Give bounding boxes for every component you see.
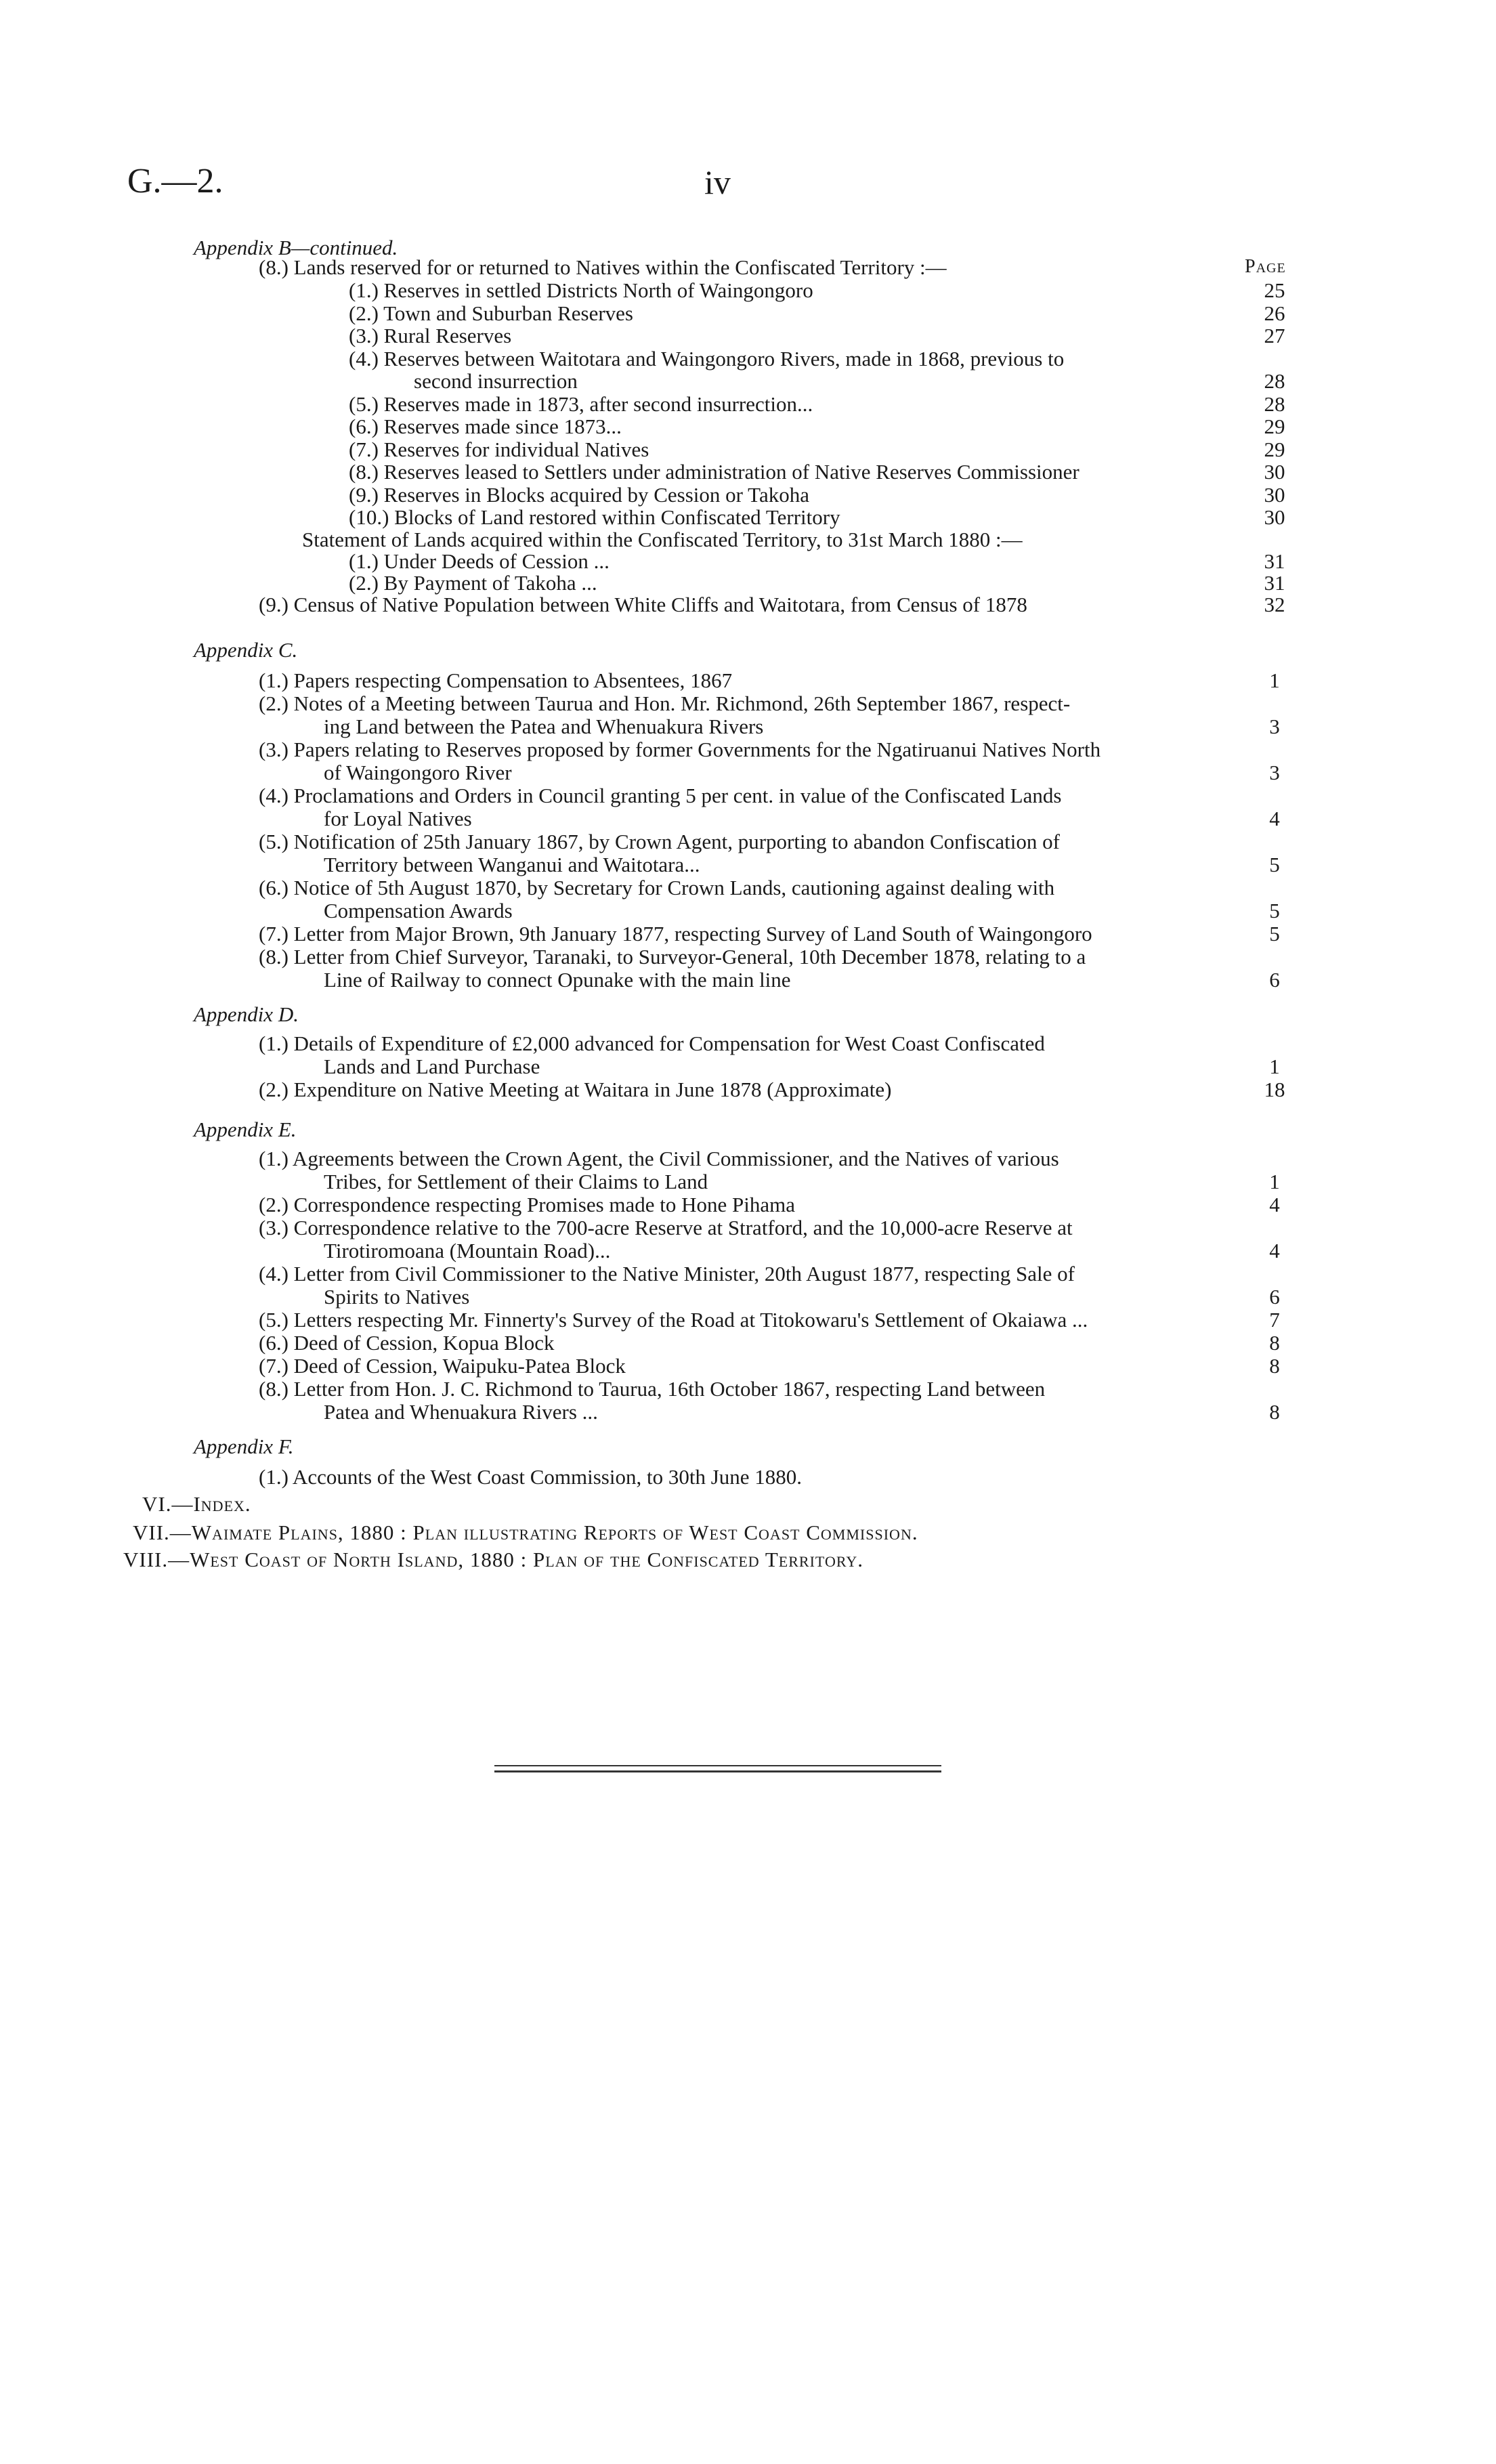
appendix-d-item-page: 1 bbox=[1269, 1055, 1280, 1078]
appendix-e-item-page: 6 bbox=[1269, 1285, 1280, 1309]
appendix-b-item-page: 30 bbox=[1264, 505, 1285, 529]
appendix-e-item-continuation: Spirits to Natives bbox=[324, 1285, 470, 1309]
appendix-b-item-9-page: 32 bbox=[1264, 593, 1285, 616]
section-title: —Waimate Plains, 1880 : Plan illustrating Reports of West Coast Commission. bbox=[169, 1521, 918, 1544]
appendix-e-item: (7.) Deed of Cession, Waipuku-Patea Block bbox=[259, 1354, 626, 1378]
appendix-d-item: (1.) Details of Expenditure of £2,000 advanced for Compensation for West Coast Confiscated bbox=[259, 1032, 1045, 1055]
page-column-label: Page bbox=[1245, 256, 1286, 277]
appendix-d-item-continuation: Lands and Land Purchase bbox=[324, 1055, 540, 1078]
appendix-e-item-page: 4 bbox=[1269, 1193, 1280, 1216]
appendix-b-item-page: 28 bbox=[1264, 369, 1285, 393]
appendix-b-item: (8.) Reserves leased to Settlers under administration of Native Reserves Commissioner bbox=[349, 460, 1080, 484]
appendix-e-item-page: 7 bbox=[1269, 1308, 1280, 1332]
appendix-f-item: (1.) Accounts of the West Coast Commission, to 30th June 1880. bbox=[259, 1465, 803, 1489]
section-title: —Index. bbox=[171, 1492, 251, 1516]
appendix-b-item: (10.) Blocks of Land restored within Confiscated Territory bbox=[349, 505, 840, 529]
appendix-e-item: (3.) Correspondence relative to the 700-acre Reserve at Stratford, and the 10,000-acre Reserve at bbox=[259, 1216, 1073, 1239]
statement-item: (2.) By Payment of Takoha ... bbox=[349, 571, 597, 595]
appendix-b-item-9: (9.) Census of Native Population between White Cliffs and Waitotara, from Census of 1878 bbox=[259, 593, 1027, 616]
appendix-e-item-page: 8 bbox=[1269, 1331, 1280, 1355]
appendix-c-item-continuation: ing Land between the Patea and Whenuakura Rivers bbox=[324, 715, 764, 738]
appendix-c-item-page: 4 bbox=[1269, 807, 1280, 830]
appendix-e-item: (1.) Agreements between the Crown Agent, the Civil Commissioner, and the Natives of various bbox=[259, 1147, 1059, 1170]
appendix-e-item-page: 8 bbox=[1269, 1354, 1280, 1378]
appendix-c-item-continuation: Territory between Wanganui and Waitotara... bbox=[324, 853, 700, 876]
appendix-b-item: (7.) Reserves for individual Natives bbox=[349, 437, 649, 461]
section-number: VII. bbox=[133, 1521, 170, 1544]
appendix-b-item-page: 30 bbox=[1264, 460, 1285, 484]
appendix-e-item-page: 8 bbox=[1269, 1400, 1280, 1424]
appendix-c-heading: Appendix C. bbox=[194, 638, 298, 662]
appendix-e-heading: Appendix E. bbox=[194, 1118, 297, 1141]
appendix-c-item-page: 5 bbox=[1269, 853, 1280, 876]
appendix-b-item: (1.) Reserves in settled Districts North of Waingongoro bbox=[349, 278, 813, 302]
appendix-e-item: (2.) Correspondence respecting Promises made to Hone Pihama bbox=[259, 1193, 796, 1216]
appendix-e-item-continuation: Tirotiromoana (Mountain Road)... bbox=[324, 1239, 611, 1262]
appendix-c-item-page: 5 bbox=[1269, 899, 1280, 922]
section-viii bbox=[123, 1548, 863, 1571]
appendix-b-item: (5.) Reserves made in 1873, after second insurrection... bbox=[349, 391, 813, 416]
closing-rule bbox=[494, 1765, 941, 1766]
appendix-b-item-page: 30 bbox=[1264, 482, 1285, 507]
appendix-b-item: (3.) Rural Reserves bbox=[349, 324, 512, 347]
appendix-e-item-page: 1 bbox=[1269, 1170, 1280, 1193]
appendix-c-item: (1.) Papers respecting Compensation to Absentees, 1867 bbox=[259, 668, 733, 692]
appendix-b-item-page: 25 bbox=[1264, 278, 1285, 302]
appendix-c-item-continuation: Compensation Awards bbox=[324, 899, 513, 922]
appendix-d-item: (2.) Expenditure on Native Meeting at Waitara in June 1878 (Approximate) bbox=[259, 1078, 892, 1101]
appendix-f-heading: Appendix F. bbox=[194, 1435, 294, 1458]
section-vii bbox=[133, 1521, 918, 1544]
appendix-b-item-continuation: second insurrection bbox=[414, 369, 578, 393]
section-number: VIII. bbox=[123, 1548, 169, 1571]
statement-item-page: 31 bbox=[1264, 571, 1285, 595]
appendix-c-item: (3.) Papers relating to Reserves proposed by former Governments for the Ngatiruanui Natives North bbox=[259, 738, 1101, 761]
appendix-c-item-page: 5 bbox=[1269, 922, 1280, 946]
appendix-e-item: (4.) Letter from Civil Commissioner to the Native Minister, 20th August 1877, respecting Sale of bbox=[259, 1262, 1075, 1286]
appendix-d-heading: Appendix D. bbox=[194, 1002, 299, 1026]
appendix-b-item-8: (8.) Lands reserved for or returned to Natives within the Confiscated Territory :— bbox=[259, 255, 947, 279]
appendix-c-item-continuation: Line of Railway to connect Opunake with the main line bbox=[324, 968, 791, 992]
appendix-c-item: (2.) Notes of a Meeting between Taurua and Hon. Mr. Richmond, 26th September 1867, respect- bbox=[259, 692, 1071, 715]
appendix-b-item: (4.) Reserves between Waitotara and Waingongoro Rivers, made in 1868, previous to bbox=[349, 346, 1065, 370]
appendix-c-item: (4.) Proclamations and Orders in Council granting 5 per cent. in value of the Confiscated Lands bbox=[259, 784, 1062, 807]
appendix-b-item-page: 27 bbox=[1264, 324, 1285, 347]
closing-rule bbox=[494, 1770, 941, 1772]
document-code: G.—2. bbox=[127, 162, 223, 200]
appendix-c-item-page: 3 bbox=[1269, 715, 1280, 738]
appendix-c-item-page: 3 bbox=[1269, 761, 1280, 784]
appendix-b-item-page: 29 bbox=[1264, 437, 1285, 461]
appendix-b-item-page: 28 bbox=[1264, 391, 1285, 416]
section-vi bbox=[142, 1493, 251, 1516]
appendix-c-item-page: 1 bbox=[1269, 668, 1280, 692]
appendix-b-item-page: 26 bbox=[1264, 301, 1285, 325]
appendix-b-heading: Appendix B—continued. bbox=[194, 236, 398, 259]
appendix-c-item: (5.) Notification of 25th January 1867, by Crown Agent, purporting to abandon Confiscation of bbox=[259, 830, 1060, 853]
statement-item-page: 31 bbox=[1264, 549, 1285, 573]
appendix-e-item-continuation: Patea and Whenuakura Rivers ... bbox=[324, 1400, 598, 1424]
appendix-c-item: (7.) Letter from Major Brown, 9th January 1877, respecting Survey of Land South of Waingongoro bbox=[259, 922, 1092, 946]
appendix-b-item: (9.) Reserves in Blocks acquired by Cession or Takoha bbox=[349, 482, 809, 507]
appendix-c-item-continuation: of Waingongoro River bbox=[324, 761, 512, 784]
appendix-c-item-page: 6 bbox=[1269, 968, 1280, 992]
appendix-b-item-page: 29 bbox=[1264, 415, 1285, 438]
section-title: —West Coast of North Island, 1880 : Plan of the Confiscated Territory. bbox=[168, 1548, 863, 1571]
appendix-c-item: (6.) Notice of 5th August 1870, by Secretary for Crown Lands, cautioning against dealing with bbox=[259, 876, 1055, 899]
appendix-b-item: (2.) Town and Suburban Reserves bbox=[349, 301, 633, 325]
appendix-b-item: (6.) Reserves made since 1873... bbox=[349, 415, 622, 438]
appendix-e-item: (5.) Letters respecting Mr. Finnerty's Survey of the Road at Titokowaru's Settlement of Okaiawa ... bbox=[259, 1308, 1088, 1332]
statement-heading: Statement of Lands acquired within the Confiscated Territory, to 31st March 1880 :— bbox=[302, 528, 1023, 551]
section-number: VI. bbox=[142, 1492, 172, 1516]
appendix-d-item-page: 18 bbox=[1264, 1078, 1285, 1101]
appendix-e-item: (8.) Letter from Hon. J. C. Richmond to Taurua, 16th October 1867, respecting Land between bbox=[259, 1377, 1046, 1401]
appendix-e-item-page: 4 bbox=[1269, 1239, 1280, 1262]
appendix-e-item: (6.) Deed of Cession, Kopua Block bbox=[259, 1331, 555, 1355]
page-number: iv bbox=[704, 163, 731, 201]
appendix-c-item: (8.) Letter from Chief Surveyor, Taranaki, to Surveyor-General, 10th December 1878, relating to a bbox=[259, 945, 1086, 969]
appendix-c-item-continuation: for Loyal Natives bbox=[324, 807, 472, 830]
statement-item: (1.) Under Deeds of Cession ... bbox=[349, 549, 610, 573]
appendix-e-item-continuation: Tribes, for Settlement of their Claims to Land bbox=[324, 1170, 708, 1193]
